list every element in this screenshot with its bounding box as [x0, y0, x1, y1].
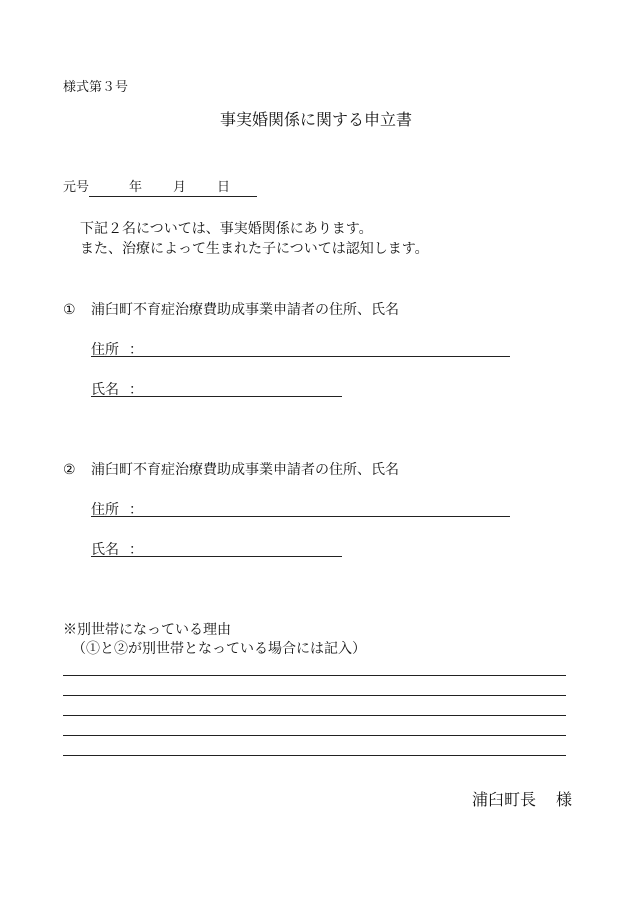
form-number: 様式第３号 [63, 80, 129, 95]
date-year-label: 年 [129, 180, 143, 195]
applicant1-name-label: 氏名 [91, 382, 119, 398]
date-month-label: 月 [173, 180, 187, 195]
date-day-label: 日 [217, 180, 231, 195]
reason-line-3[interactable] [63, 715, 566, 716]
applicant2-address-field[interactable] [91, 516, 510, 517]
applicant1-address-label: 住所 [91, 342, 119, 358]
applicant2-heading: 浦臼町不育症治療費助成事業申請者の住所、氏名 [91, 462, 399, 478]
document-title: 事実婚関係に関する申立書 [220, 110, 413, 129]
applicant2-name-field[interactable] [91, 556, 342, 557]
applicant1-name-colon: ： [129, 382, 143, 398]
reason-line-2[interactable] [63, 695, 566, 696]
applicant2-marker: ② [63, 462, 76, 478]
applicant1-heading: 浦臼町不育症治療費助成事業申請者の住所、氏名 [91, 302, 399, 318]
reason-line-5[interactable] [63, 755, 566, 756]
date-field[interactable] [89, 180, 257, 197]
applicant1-name-field[interactable] [91, 396, 342, 397]
applicant1-marker: ① [63, 302, 76, 318]
date-row [63, 180, 257, 197]
applicant2-address-label: 住所 [91, 502, 119, 518]
reason-note: （①と②が別世帯となっている場合には記入） [72, 641, 366, 657]
reason-heading: ※別世帯になっている理由 [63, 622, 231, 638]
addressee-honorific: 様 [556, 790, 573, 809]
statement-line-2: また、治療によって生まれた子については認知します。 [80, 241, 429, 257]
date-era: 元号 [63, 180, 90, 195]
statement-line-1: 下記２名については、事実婚関係にあります。 [80, 221, 373, 237]
applicant2-name-label: 氏名 [91, 542, 119, 558]
applicant2-name-colon: ： [129, 542, 143, 558]
applicant1-address-colon: ： [129, 342, 143, 358]
reason-line-4[interactable] [63, 735, 566, 736]
applicant2-address-colon: ： [129, 502, 143, 518]
reason-line-1[interactable] [63, 675, 566, 676]
addressee [472, 790, 572, 810]
applicant1-address-field[interactable] [91, 356, 510, 357]
addressee-office: 浦臼町長 [472, 790, 537, 809]
